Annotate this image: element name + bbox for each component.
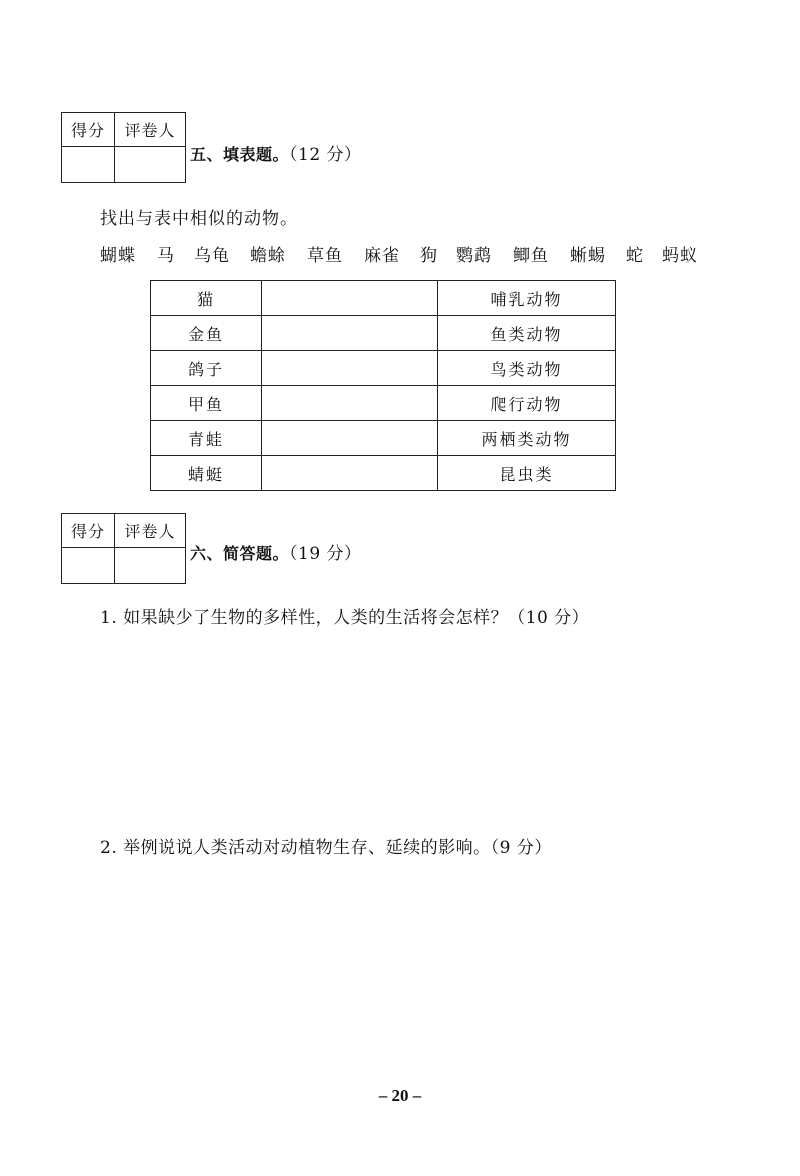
section5-points: （12 分） [289, 145, 362, 165]
animal-word: 狗 [420, 246, 438, 266]
table-row [151, 316, 616, 351]
example-animal: 金鱼 [151, 316, 262, 351]
table-row [151, 351, 616, 386]
grader-field[interactable] [115, 548, 186, 584]
animal-word: 蟾蜍 [250, 246, 286, 266]
classification-table [150, 280, 616, 491]
animal-word: 草鱼 [307, 246, 343, 266]
score-field[interactable] [62, 147, 115, 183]
answer-area-2[interactable] [100, 862, 720, 1052]
animal-word: 麻雀 [364, 246, 400, 266]
answer-area-1[interactable] [100, 632, 720, 812]
section6-points: （19 分） [289, 544, 362, 564]
question-text: 如果缺少了生物的多样性，人类的生活将会怎样？（10 分） [123, 608, 590, 628]
category-label: 爬行动物 [438, 386, 616, 421]
score-box-section5 [61, 112, 186, 183]
question-text: 举例说说人类活动对动植物生存、延续的影响。（9 分） [123, 838, 552, 858]
example-animal: 鸽子 [151, 351, 262, 386]
animal-word: 蜥蜴 [570, 246, 606, 266]
example-animal: 甲鱼 [151, 386, 262, 421]
page-number: – 20 – [378, 1086, 422, 1105]
category-label: 鸟类动物 [438, 351, 616, 386]
score-label: 得分 [62, 514, 115, 548]
animal-word: 蚂蚁 [662, 246, 698, 266]
section5-heading [190, 140, 362, 165]
animal-word: 鹦鹉 [456, 246, 492, 266]
answer-cell[interactable] [262, 281, 438, 316]
answer-cell[interactable] [262, 386, 438, 421]
answer-cell[interactable] [262, 351, 438, 386]
score-field[interactable] [62, 548, 115, 584]
table-row [151, 421, 616, 456]
category-label: 哺乳动物 [438, 281, 616, 316]
answer-cell[interactable] [262, 456, 438, 491]
answer-cell[interactable] [262, 421, 438, 456]
category-label: 两栖类动物 [438, 421, 616, 456]
section6-heading [190, 539, 362, 564]
section5-instruction: 找出与表中相似的动物。 [100, 209, 298, 229]
grader-label: 评卷人 [115, 514, 186, 548]
table-row [151, 456, 616, 491]
example-animal: 猫 [151, 281, 262, 316]
category-label: 鱼类动物 [438, 316, 616, 351]
question-1 [100, 603, 589, 628]
animal-word: 蝴蝶 [100, 246, 136, 266]
section5-title: 五、填表题。 [190, 145, 290, 164]
animal-word-bank [0, 241, 800, 267]
category-label: 昆虫类 [438, 456, 616, 491]
example-animal: 青蛙 [151, 421, 262, 456]
grader-label: 评卷人 [115, 113, 186, 147]
question-2 [100, 833, 552, 858]
animal-word: 鲫鱼 [513, 246, 549, 266]
question-number: 1. [100, 608, 118, 628]
table-row [151, 386, 616, 421]
animal-word: 蛇 [626, 246, 644, 266]
score-box-section6 [61, 513, 186, 584]
example-animal: 蜻蜓 [151, 456, 262, 491]
score-label: 得分 [62, 113, 115, 147]
animal-word: 马 [157, 246, 175, 266]
grader-field[interactable] [115, 147, 186, 183]
answer-cell[interactable] [262, 316, 438, 351]
section6-title: 六、简答题。 [190, 544, 290, 563]
animal-word: 乌龟 [194, 246, 230, 266]
table-row [151, 281, 616, 316]
question-number: 2. [100, 838, 118, 858]
